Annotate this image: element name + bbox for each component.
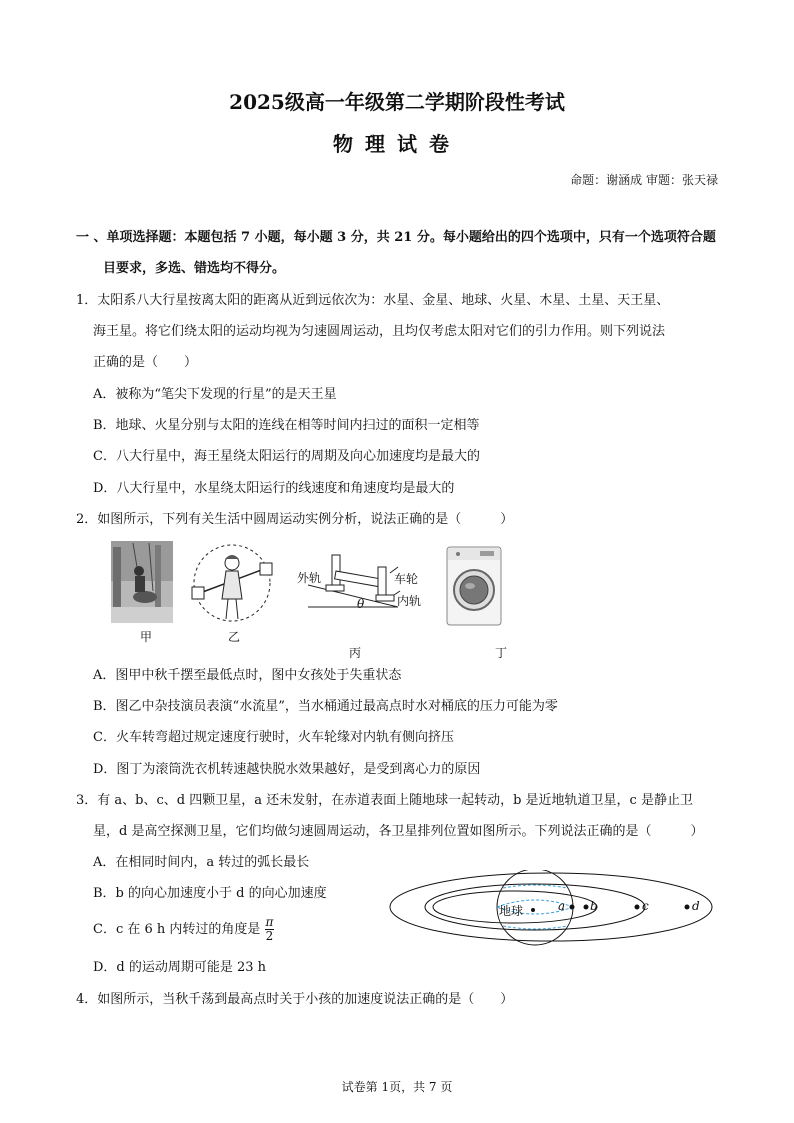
angle-theta-label: θ — [357, 597, 365, 611]
q1-stem-line3: 正确的是（ ） — [93, 355, 198, 370]
satellite-b-dot — [584, 905, 589, 910]
q2-stem: 2．如图所示，下列有关生活中圆周运动实例分析，说法正确的是（ ） — [76, 512, 514, 527]
fig-caption-jia: 甲 — [140, 630, 153, 644]
fig-caption-yi: 乙 — [228, 630, 241, 644]
q3-stem-line1: 3．有 a、b、c、d 四颗卫星，a 还未发射，在赤道表面上随地球一起转动，b 是近地轨道卫星，c 是静止卫 — [76, 793, 693, 808]
q2-option-b: B．图乙中杂技演员表演“水流星”，当水桶通过最高点时水对桶底的压力可能为零 — [93, 699, 558, 714]
satellite-c-dot — [635, 905, 640, 910]
q1-option-d: D．八大行星中，水星绕太阳运行的线速度和角速度均是最大的 — [93, 481, 455, 496]
q3-option-c-text: C．c 在 6 h 内转过的角度是 — [93, 922, 261, 937]
q3-option-a: A．在相同时间内，a 转过的弧长最长 — [93, 855, 310, 870]
satellite-c-label: c — [642, 899, 649, 913]
q1-stem-line2: 海王星。将它们绕太阳的运动均视为匀速圆周运动，且均仅考虑太阳对它们的引力作用。则下列说法 — [93, 324, 666, 339]
q4-stem: 4．如图所示，当秋千荡到最高点时关于小孩的加速度说法正确的是（ ） — [76, 992, 514, 1007]
satellite-a-label: a — [558, 899, 566, 913]
page-footer: 试卷第 1页，共 7 页 — [341, 1080, 453, 1094]
exam-subtitle: 物理试卷 — [333, 132, 461, 156]
satellite-b-label: b — [590, 899, 598, 913]
q2-option-c: C．火车转弯超过规定速度行驶时，火车轮缘对内轨有侧向挤压 — [93, 730, 454, 745]
q1-option-c: C．八大行星中，海王星绕太阳运行的周期及向心加速度均是最大的 — [93, 449, 480, 464]
q3-stem-line2: 星，d 是高空探测卫星，它们均做匀速圆周运动，各卫星排列位置如图所示。下列说法正确的是（ ） — [93, 824, 704, 839]
authors-line: 命题：谢涵成 审题：张天禄 — [570, 173, 718, 187]
inner-rail-label: 内轨 — [397, 594, 422, 608]
satellite-orbit-figure — [385, 870, 720, 950]
wheel-label: 车轮 — [394, 572, 419, 586]
satellite-a-dot — [570, 905, 575, 910]
q1-option-a: A．被称为“笔尖下发现的行星”的是天王星 — [93, 387, 337, 402]
q3-option-b: B．b 的向心加速度小于 d 的向心加速度 — [93, 886, 327, 901]
outer-rail-label: 外轨 — [297, 571, 322, 585]
satellite-d-label: d — [692, 899, 700, 913]
exam-title: 2025级高一年级第二学期阶段性考试 — [229, 90, 565, 114]
fig-caption-ding: 丁 — [495, 646, 508, 660]
swing-photo — [111, 541, 173, 623]
q2-option-a: A．图甲中秋千摆至最低点时，图中女孩处于失重状态 — [93, 668, 402, 683]
satellite-d-dot — [685, 905, 690, 910]
earth-label: 地球 — [499, 904, 524, 918]
earth-center-dot — [531, 908, 535, 912]
fraction-pi-over-2: $\frac{\pi}{2}$ — [265, 915, 274, 943]
q3-option-d: D．d 的运动周期可能是 23 h — [93, 960, 267, 975]
q1-stem-line1: 1．太阳系八大行星按离太阳的距离从近到远依次为：水星、金星、地球、火星、木星、土星、天王星、 — [76, 293, 670, 308]
q2-option-d: D．图丁为滚筒洗衣机转速越快脱水效果越好，是受到离心力的原因 — [93, 762, 481, 777]
q3-option-c — [93, 916, 274, 943]
fig-caption-bing: 丙 — [349, 646, 362, 660]
q1-option-b: B．地球、火星分别与太阳的连线在相等时间内扫过的面积一定相等 — [93, 418, 480, 433]
water-meteor-figure — [190, 541, 274, 625]
washing-machine-figure — [446, 546, 502, 626]
section-heading: 一 、单项选择题：本题包括 7 小题，每小题 3 分，共 21 分。每小题给出的四个选项中，只有一个选项符合题目要求，多选、错选均不得分。 — [76, 230, 716, 276]
